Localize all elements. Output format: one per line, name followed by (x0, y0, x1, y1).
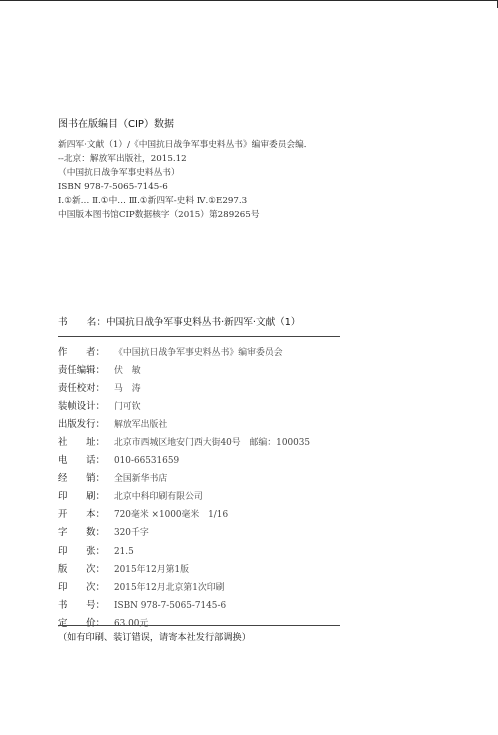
detail-value: 《中国抗日战争军事史料丛书》编审委员会 (114, 348, 283, 358)
cip-data-block (58, 118, 478, 223)
detail-label: 印 次： (58, 581, 105, 593)
detail-row-edition (58, 561, 478, 579)
detail-label: 经 销： (58, 473, 105, 485)
detail-row-word-count (58, 524, 478, 542)
detail-label: 装帧设计： (58, 401, 105, 413)
error-return-notice: （如有印刷、装订错误，请寄本社发行部调换） (58, 632, 251, 643)
detail-row-sheets (58, 543, 478, 561)
detail-row-printer (58, 488, 478, 506)
detail-row-seller (58, 470, 478, 488)
cip-heading: 图书在版编目（CIP）数据 (58, 119, 174, 130)
detail-value: 2015年12月第1版 (114, 564, 190, 575)
cip-line-classification: Ⅰ.①新… Ⅱ.①中… Ⅲ.①新四军-史料 Ⅳ.①E297.3 (58, 196, 248, 207)
detail-row-editor (58, 362, 478, 380)
cip-line-title: 新四军·文献（1）/《中国抗日战争军事史料丛书》编审委员会编． (58, 140, 313, 150)
detail-row-proofreader (58, 380, 478, 398)
top-border-line (0, 0, 498, 1)
detail-label: 字 数： (58, 527, 105, 539)
detail-label: 定 价： (58, 617, 105, 629)
cip-line-publisher: --北京：解放军出版社，2015.12 (58, 154, 187, 165)
detail-value: 63.00元 (114, 618, 149, 629)
detail-value: 21.5 (114, 546, 134, 557)
detail-label: 作 者： (58, 347, 105, 358)
detail-value: 门可钦 (114, 402, 141, 413)
detail-value: 全国新华书店 (114, 474, 168, 485)
detail-label: 出版发行： (58, 419, 105, 431)
detail-label: 版 次： (58, 563, 105, 575)
detail-row-author (58, 344, 478, 362)
detail-label: 书 号： (58, 599, 105, 611)
book-title-row (58, 314, 478, 328)
detail-value: 解放军出版社 (114, 420, 168, 431)
detail-label: 开 本： (58, 509, 105, 521)
detail-value: 320千字 (114, 528, 149, 539)
publication-details (58, 344, 478, 633)
detail-value: 北京市西城区地安门西大街40号 邮编：100035 (114, 438, 311, 449)
detail-value: 720毫米 ×1000毫米 1/16 (114, 510, 229, 521)
divider-bottom (58, 625, 340, 626)
divider-top (58, 336, 340, 337)
detail-row-format (58, 506, 478, 524)
detail-value: 2015年12月北京第1次印刷 (114, 582, 225, 593)
detail-row-designer (58, 398, 478, 416)
book-title-label: 书 名： (58, 317, 106, 328)
detail-row-address (58, 434, 478, 452)
detail-label: 责任校对： (58, 383, 105, 395)
detail-value: ISBN 978-7-5065-7145-6 (114, 600, 227, 611)
book-title-value: 中国抗日战争军事史料丛书·新四军·文献（1） (105, 317, 301, 328)
cip-line-isbn: ISBN 978-7-5065-7145-6 (58, 182, 168, 193)
detail-label: 印 张： (58, 545, 105, 557)
detail-label: 责任编辑： (58, 365, 105, 377)
detail-row-phone (58, 452, 478, 470)
cip-line-series: （中国抗日战争军事史料丛书） (58, 168, 180, 179)
detail-value: 马 涛 (114, 384, 141, 395)
detail-value: 010-66531659 (114, 456, 180, 467)
detail-value: 伏 敏 (114, 366, 141, 377)
detail-row-printing (58, 579, 478, 597)
detail-label: 电 话： (58, 455, 105, 467)
detail-value: 北京中科印刷有限公司 (114, 492, 203, 503)
detail-label: 社 址： (58, 437, 105, 449)
cip-line-record-number: 中国版本图书馆CIP数据核字（2015）第289265号 (58, 210, 260, 221)
detail-label: 印 刷： (58, 491, 105, 503)
detail-row-isbn (58, 597, 478, 615)
detail-row-distributor (58, 416, 478, 434)
